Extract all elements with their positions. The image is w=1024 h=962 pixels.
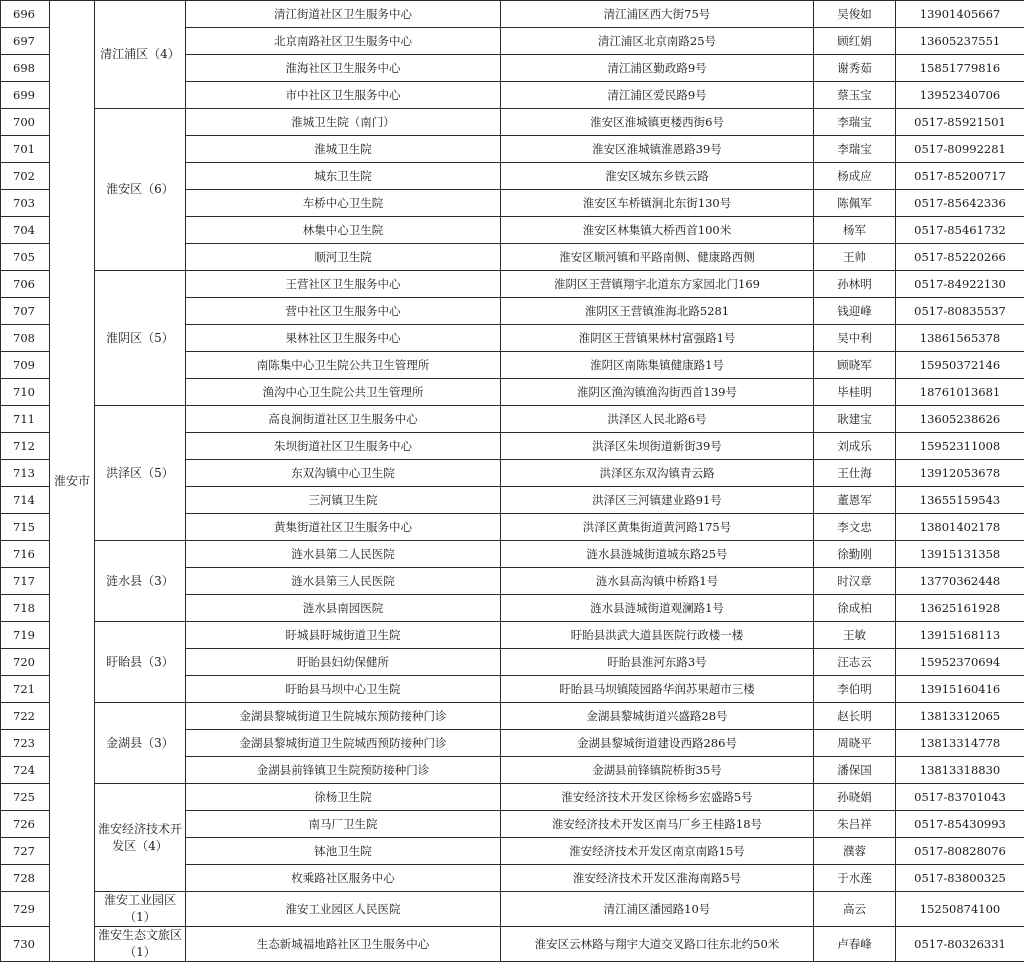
contact-person-cell: 王仕海 xyxy=(814,460,896,487)
row-number-cell: 704 xyxy=(1,217,50,244)
phone-cell: 15851779816 xyxy=(896,55,1024,82)
contact-person-cell: 卢春峰 xyxy=(814,927,896,962)
table-row xyxy=(1,927,1024,962)
contact-person-cell: 赵长明 xyxy=(814,703,896,730)
district-cell: 清江浦区（4） xyxy=(95,1,186,109)
row-number-cell: 705 xyxy=(1,244,50,271)
district-cell: 盱眙县（3） xyxy=(95,622,186,703)
district-cell: 金湖县（3） xyxy=(95,703,186,784)
address-cell: 淮阴区王营镇果林村富强路1号 xyxy=(501,325,814,352)
phone-cell: 0517-85921501 xyxy=(896,109,1024,136)
address-cell: 淮安区淮城镇淮恩路39号 xyxy=(501,136,814,163)
site-name-cell: 淮安工业园区人民医院 xyxy=(186,892,501,927)
address-cell: 淮安经济技术开发区南京南路15号 xyxy=(501,838,814,865)
address-cell: 淮阴区渔沟镇渔沟街西首139号 xyxy=(501,379,814,406)
address-cell: 淮安区云林路与翔宇大道交叉路口往东北约50米 xyxy=(501,927,814,962)
row-number-cell: 701 xyxy=(1,136,50,163)
row-number-cell: 720 xyxy=(1,649,50,676)
address-cell: 淮安区林集镇大桥西首100米 xyxy=(501,217,814,244)
address-cell: 淮安经济技术开发区南马厂乡王桂路18号 xyxy=(501,811,814,838)
site-name-cell: 淮海社区卫生服务中心 xyxy=(186,55,501,82)
contact-person-cell: 高云 xyxy=(814,892,896,927)
row-number-cell: 717 xyxy=(1,568,50,595)
contact-person-cell: 毕桂明 xyxy=(814,379,896,406)
contact-person-cell: 徐成柏 xyxy=(814,595,896,622)
row-number-cell: 709 xyxy=(1,352,50,379)
address-cell: 盱眙县马坝镇陵园路华润苏果超市三楼 xyxy=(501,676,814,703)
site-name-cell: 王营社区卫生服务中心 xyxy=(186,271,501,298)
address-cell: 淮阴区王营镇淮海北路5281 xyxy=(501,298,814,325)
table-row xyxy=(1,271,1024,298)
site-name-cell: 生态新城福地路社区卫生服务中心 xyxy=(186,927,501,962)
row-number-cell: 708 xyxy=(1,325,50,352)
site-name-cell: 涟水县第三人民医院 xyxy=(186,568,501,595)
contact-person-cell: 顾晓军 xyxy=(814,352,896,379)
row-number-cell: 699 xyxy=(1,82,50,109)
phone-cell: 15952370694 xyxy=(896,649,1024,676)
site-name-cell: 朱坝街道社区卫生服务中心 xyxy=(186,433,501,460)
contact-person-cell: 时汉章 xyxy=(814,568,896,595)
address-cell: 盱眙县洪武大道县医院行政楼一楼 xyxy=(501,622,814,649)
site-name-cell: 顺河卫生院 xyxy=(186,244,501,271)
contact-person-cell: 潘保国 xyxy=(814,757,896,784)
phone-cell: 13915131358 xyxy=(896,541,1024,568)
site-name-cell: 北京南路社区卫生服务中心 xyxy=(186,28,501,55)
site-name-cell: 三河镇卫生院 xyxy=(186,487,501,514)
row-number-cell: 696 xyxy=(1,1,50,28)
phone-cell: 15250874100 xyxy=(896,892,1024,927)
address-cell: 清江浦区潘园路10号 xyxy=(501,892,814,927)
address-cell: 金湖县前锋镇院桥街35号 xyxy=(501,757,814,784)
phone-cell: 13915168113 xyxy=(896,622,1024,649)
site-name-cell: 林集中心卫生院 xyxy=(186,217,501,244)
table-body xyxy=(1,1,1024,962)
phone-cell: 13605237551 xyxy=(896,28,1024,55)
contact-person-cell: 顾红娟 xyxy=(814,28,896,55)
address-cell: 淮阴区王营镇翔宇北道东方家园北门169 xyxy=(501,271,814,298)
phone-cell: 13915160416 xyxy=(896,676,1024,703)
row-number-cell: 712 xyxy=(1,433,50,460)
phone-cell: 0517-83800325 xyxy=(896,865,1024,892)
address-cell: 淮阴区南陈集镇健康路1号 xyxy=(501,352,814,379)
district-cell: 洪泽区（5） xyxy=(95,406,186,541)
contact-person-cell: 王帅 xyxy=(814,244,896,271)
row-number-cell: 703 xyxy=(1,190,50,217)
address-cell: 涟水县涟城街道城东路25号 xyxy=(501,541,814,568)
site-name-cell: 城东卫生院 xyxy=(186,163,501,190)
district-cell: 淮安生态文旅区（1） xyxy=(95,927,186,962)
contact-person-cell: 孙晓娟 xyxy=(814,784,896,811)
row-number-cell: 698 xyxy=(1,55,50,82)
row-number-cell: 715 xyxy=(1,514,50,541)
contact-person-cell: 李瑞宝 xyxy=(814,109,896,136)
contact-person-cell: 谢秀茹 xyxy=(814,55,896,82)
contact-person-cell: 刘成乐 xyxy=(814,433,896,460)
address-cell: 清江浦区西大街75号 xyxy=(501,1,814,28)
phone-cell: 13813312065 xyxy=(896,703,1024,730)
district-cell: 淮安工业园区（1） xyxy=(95,892,186,927)
phone-cell: 13861565378 xyxy=(896,325,1024,352)
phone-cell: 13770362448 xyxy=(896,568,1024,595)
address-cell: 清江浦区勤政路9号 xyxy=(501,55,814,82)
row-number-cell: 729 xyxy=(1,892,50,927)
site-name-cell: 涟水县第二人民医院 xyxy=(186,541,501,568)
district-cell: 淮安经济技术开发区（4） xyxy=(95,784,186,892)
phone-cell: 0517-85220266 xyxy=(896,244,1024,271)
site-name-cell: 南马厂卫生院 xyxy=(186,811,501,838)
site-name-cell: 涟水县南园医院 xyxy=(186,595,501,622)
site-name-cell: 金湖县黎城街道卫生院城西预防接种门诊 xyxy=(186,730,501,757)
row-number-cell: 724 xyxy=(1,757,50,784)
row-number-cell: 713 xyxy=(1,460,50,487)
site-name-cell: 渔沟中心卫生院公共卫生管理所 xyxy=(186,379,501,406)
row-number-cell: 707 xyxy=(1,298,50,325)
phone-cell: 13813318830 xyxy=(896,757,1024,784)
address-cell: 金湖县黎城街道兴盛路28号 xyxy=(501,703,814,730)
phone-cell: 13801402178 xyxy=(896,514,1024,541)
phone-cell: 0517-83701043 xyxy=(896,784,1024,811)
contact-person-cell: 耿建宝 xyxy=(814,406,896,433)
address-cell: 洪泽区人民北路6号 xyxy=(501,406,814,433)
site-name-cell: 枚乘路社区服务中心 xyxy=(186,865,501,892)
site-name-cell: 果林社区卫生服务中心 xyxy=(186,325,501,352)
phone-cell: 0517-85461732 xyxy=(896,217,1024,244)
phone-cell: 0517-85430993 xyxy=(896,811,1024,838)
address-cell: 清江浦区北京南路25号 xyxy=(501,28,814,55)
contact-person-cell: 濮蓉 xyxy=(814,838,896,865)
address-cell: 涟水县涟城街道观澜路1号 xyxy=(501,595,814,622)
row-number-cell: 722 xyxy=(1,703,50,730)
table-row xyxy=(1,406,1024,433)
site-name-cell: 市中社区卫生服务中心 xyxy=(186,82,501,109)
site-name-cell: 高良涧街道社区卫生服务中心 xyxy=(186,406,501,433)
row-number-cell: 725 xyxy=(1,784,50,811)
district-cell: 淮安区（6） xyxy=(95,109,186,271)
district-cell: 淮阴区（5） xyxy=(95,271,186,406)
phone-cell: 0517-80326331 xyxy=(896,927,1024,962)
phone-cell: 13605238626 xyxy=(896,406,1024,433)
row-number-cell: 716 xyxy=(1,541,50,568)
city-cell: 淮安市 xyxy=(50,1,95,962)
phone-cell: 0517-80835537 xyxy=(896,298,1024,325)
phone-cell: 0517-84922130 xyxy=(896,271,1024,298)
row-number-cell: 697 xyxy=(1,28,50,55)
contact-person-cell: 吴俊如 xyxy=(814,1,896,28)
phone-cell: 0517-80992281 xyxy=(896,136,1024,163)
site-name-cell: 东双沟镇中心卫生院 xyxy=(186,460,501,487)
address-cell: 淮安区车桥镇涧北东街130号 xyxy=(501,190,814,217)
table-row xyxy=(1,109,1024,136)
table-row xyxy=(1,703,1024,730)
site-name-cell: 清江街道社区卫生服务中心 xyxy=(186,1,501,28)
address-cell: 清江浦区爱民路9号 xyxy=(501,82,814,109)
contact-person-cell: 杨军 xyxy=(814,217,896,244)
row-number-cell: 700 xyxy=(1,109,50,136)
row-number-cell: 726 xyxy=(1,811,50,838)
contact-person-cell: 孙林明 xyxy=(814,271,896,298)
site-name-cell: 黄集街道社区卫生服务中心 xyxy=(186,514,501,541)
row-number-cell: 711 xyxy=(1,406,50,433)
contact-person-cell: 吴中利 xyxy=(814,325,896,352)
row-number-cell: 702 xyxy=(1,163,50,190)
contact-person-cell: 汪志云 xyxy=(814,649,896,676)
phone-cell: 18761013681 xyxy=(896,379,1024,406)
address-cell: 洪泽区朱坝街道新街39号 xyxy=(501,433,814,460)
address-cell: 洪泽区黄集街道黄河路175号 xyxy=(501,514,814,541)
address-cell: 盱眙县淮河东路3号 xyxy=(501,649,814,676)
phone-cell: 0517-85642336 xyxy=(896,190,1024,217)
address-cell: 淮安经济技术开发区淮海南路5号 xyxy=(501,865,814,892)
address-cell: 洪泽区东双沟镇青云路 xyxy=(501,460,814,487)
site-name-cell: 盱眙县妇幼保健所 xyxy=(186,649,501,676)
site-name-cell: 盱眙县马坝中心卫生院 xyxy=(186,676,501,703)
contact-person-cell: 周晓平 xyxy=(814,730,896,757)
row-number-cell: 721 xyxy=(1,676,50,703)
contact-person-cell: 董恩军 xyxy=(814,487,896,514)
contact-person-cell: 蔡玉宝 xyxy=(814,82,896,109)
phone-cell: 0517-85200717 xyxy=(896,163,1024,190)
phone-cell: 13813314778 xyxy=(896,730,1024,757)
row-number-cell: 714 xyxy=(1,487,50,514)
phone-cell: 15952311008 xyxy=(896,433,1024,460)
row-number-cell: 718 xyxy=(1,595,50,622)
table-row xyxy=(1,892,1024,927)
phone-cell: 13912053678 xyxy=(896,460,1024,487)
phone-cell: 15950372146 xyxy=(896,352,1024,379)
row-number-cell: 728 xyxy=(1,865,50,892)
contact-person-cell: 徐勤刚 xyxy=(814,541,896,568)
site-name-cell: 南陈集中心卫生院公共卫生管理所 xyxy=(186,352,501,379)
table-row xyxy=(1,622,1024,649)
row-number-cell: 730 xyxy=(1,927,50,962)
site-name-cell: 徐杨卫生院 xyxy=(186,784,501,811)
site-name-cell: 金湖县黎城街道卫生院城东预防接种门诊 xyxy=(186,703,501,730)
address-cell: 淮安区顺河镇和平路南侧、健康路西侧 xyxy=(501,244,814,271)
address-cell: 淮安经济技术开发区徐杨乡宏盛路5号 xyxy=(501,784,814,811)
phone-cell: 13625161928 xyxy=(896,595,1024,622)
phone-cell: 13655159543 xyxy=(896,487,1024,514)
row-number-cell: 723 xyxy=(1,730,50,757)
site-name-cell: 钵池卫生院 xyxy=(186,838,501,865)
table-row xyxy=(1,1,1024,28)
site-name-cell: 营中社区卫生服务中心 xyxy=(186,298,501,325)
address-cell: 洪泽区三河镇建业路91号 xyxy=(501,487,814,514)
phone-cell: 0517-80828076 xyxy=(896,838,1024,865)
contact-person-cell: 朱吕祥 xyxy=(814,811,896,838)
contact-person-cell: 李文忠 xyxy=(814,514,896,541)
contact-person-cell: 钱迎峰 xyxy=(814,298,896,325)
site-name-cell: 金湖县前锋镇卫生院预防接种门诊 xyxy=(186,757,501,784)
contact-person-cell: 杨成应 xyxy=(814,163,896,190)
site-name-cell: 淮城卫生院（南门） xyxy=(186,109,501,136)
phone-cell: 13952340706 xyxy=(896,82,1024,109)
row-number-cell: 727 xyxy=(1,838,50,865)
row-number-cell: 706 xyxy=(1,271,50,298)
district-cell: 涟水县（3） xyxy=(95,541,186,622)
table-row xyxy=(1,541,1024,568)
contact-person-cell: 陈佩军 xyxy=(814,190,896,217)
contact-person-cell: 王敏 xyxy=(814,622,896,649)
address-cell: 淮安区淮城镇更楼西街6号 xyxy=(501,109,814,136)
row-number-cell: 710 xyxy=(1,379,50,406)
row-number-cell: 719 xyxy=(1,622,50,649)
address-cell: 金湖县黎城街道建设西路286号 xyxy=(501,730,814,757)
site-name-cell: 淮城卫生院 xyxy=(186,136,501,163)
address-cell: 淮安区城东乡铁云路 xyxy=(501,163,814,190)
site-name-cell: 盱城县盱城街道卫生院 xyxy=(186,622,501,649)
contact-person-cell: 李伯明 xyxy=(814,676,896,703)
contact-person-cell: 于水莲 xyxy=(814,865,896,892)
address-cell: 涟水县高沟镇中桥路1号 xyxy=(501,568,814,595)
contact-person-cell: 李瑞宝 xyxy=(814,136,896,163)
site-name-cell: 车桥中心卫生院 xyxy=(186,190,501,217)
table-row xyxy=(1,784,1024,811)
phone-cell: 13901405667 xyxy=(896,1,1024,28)
